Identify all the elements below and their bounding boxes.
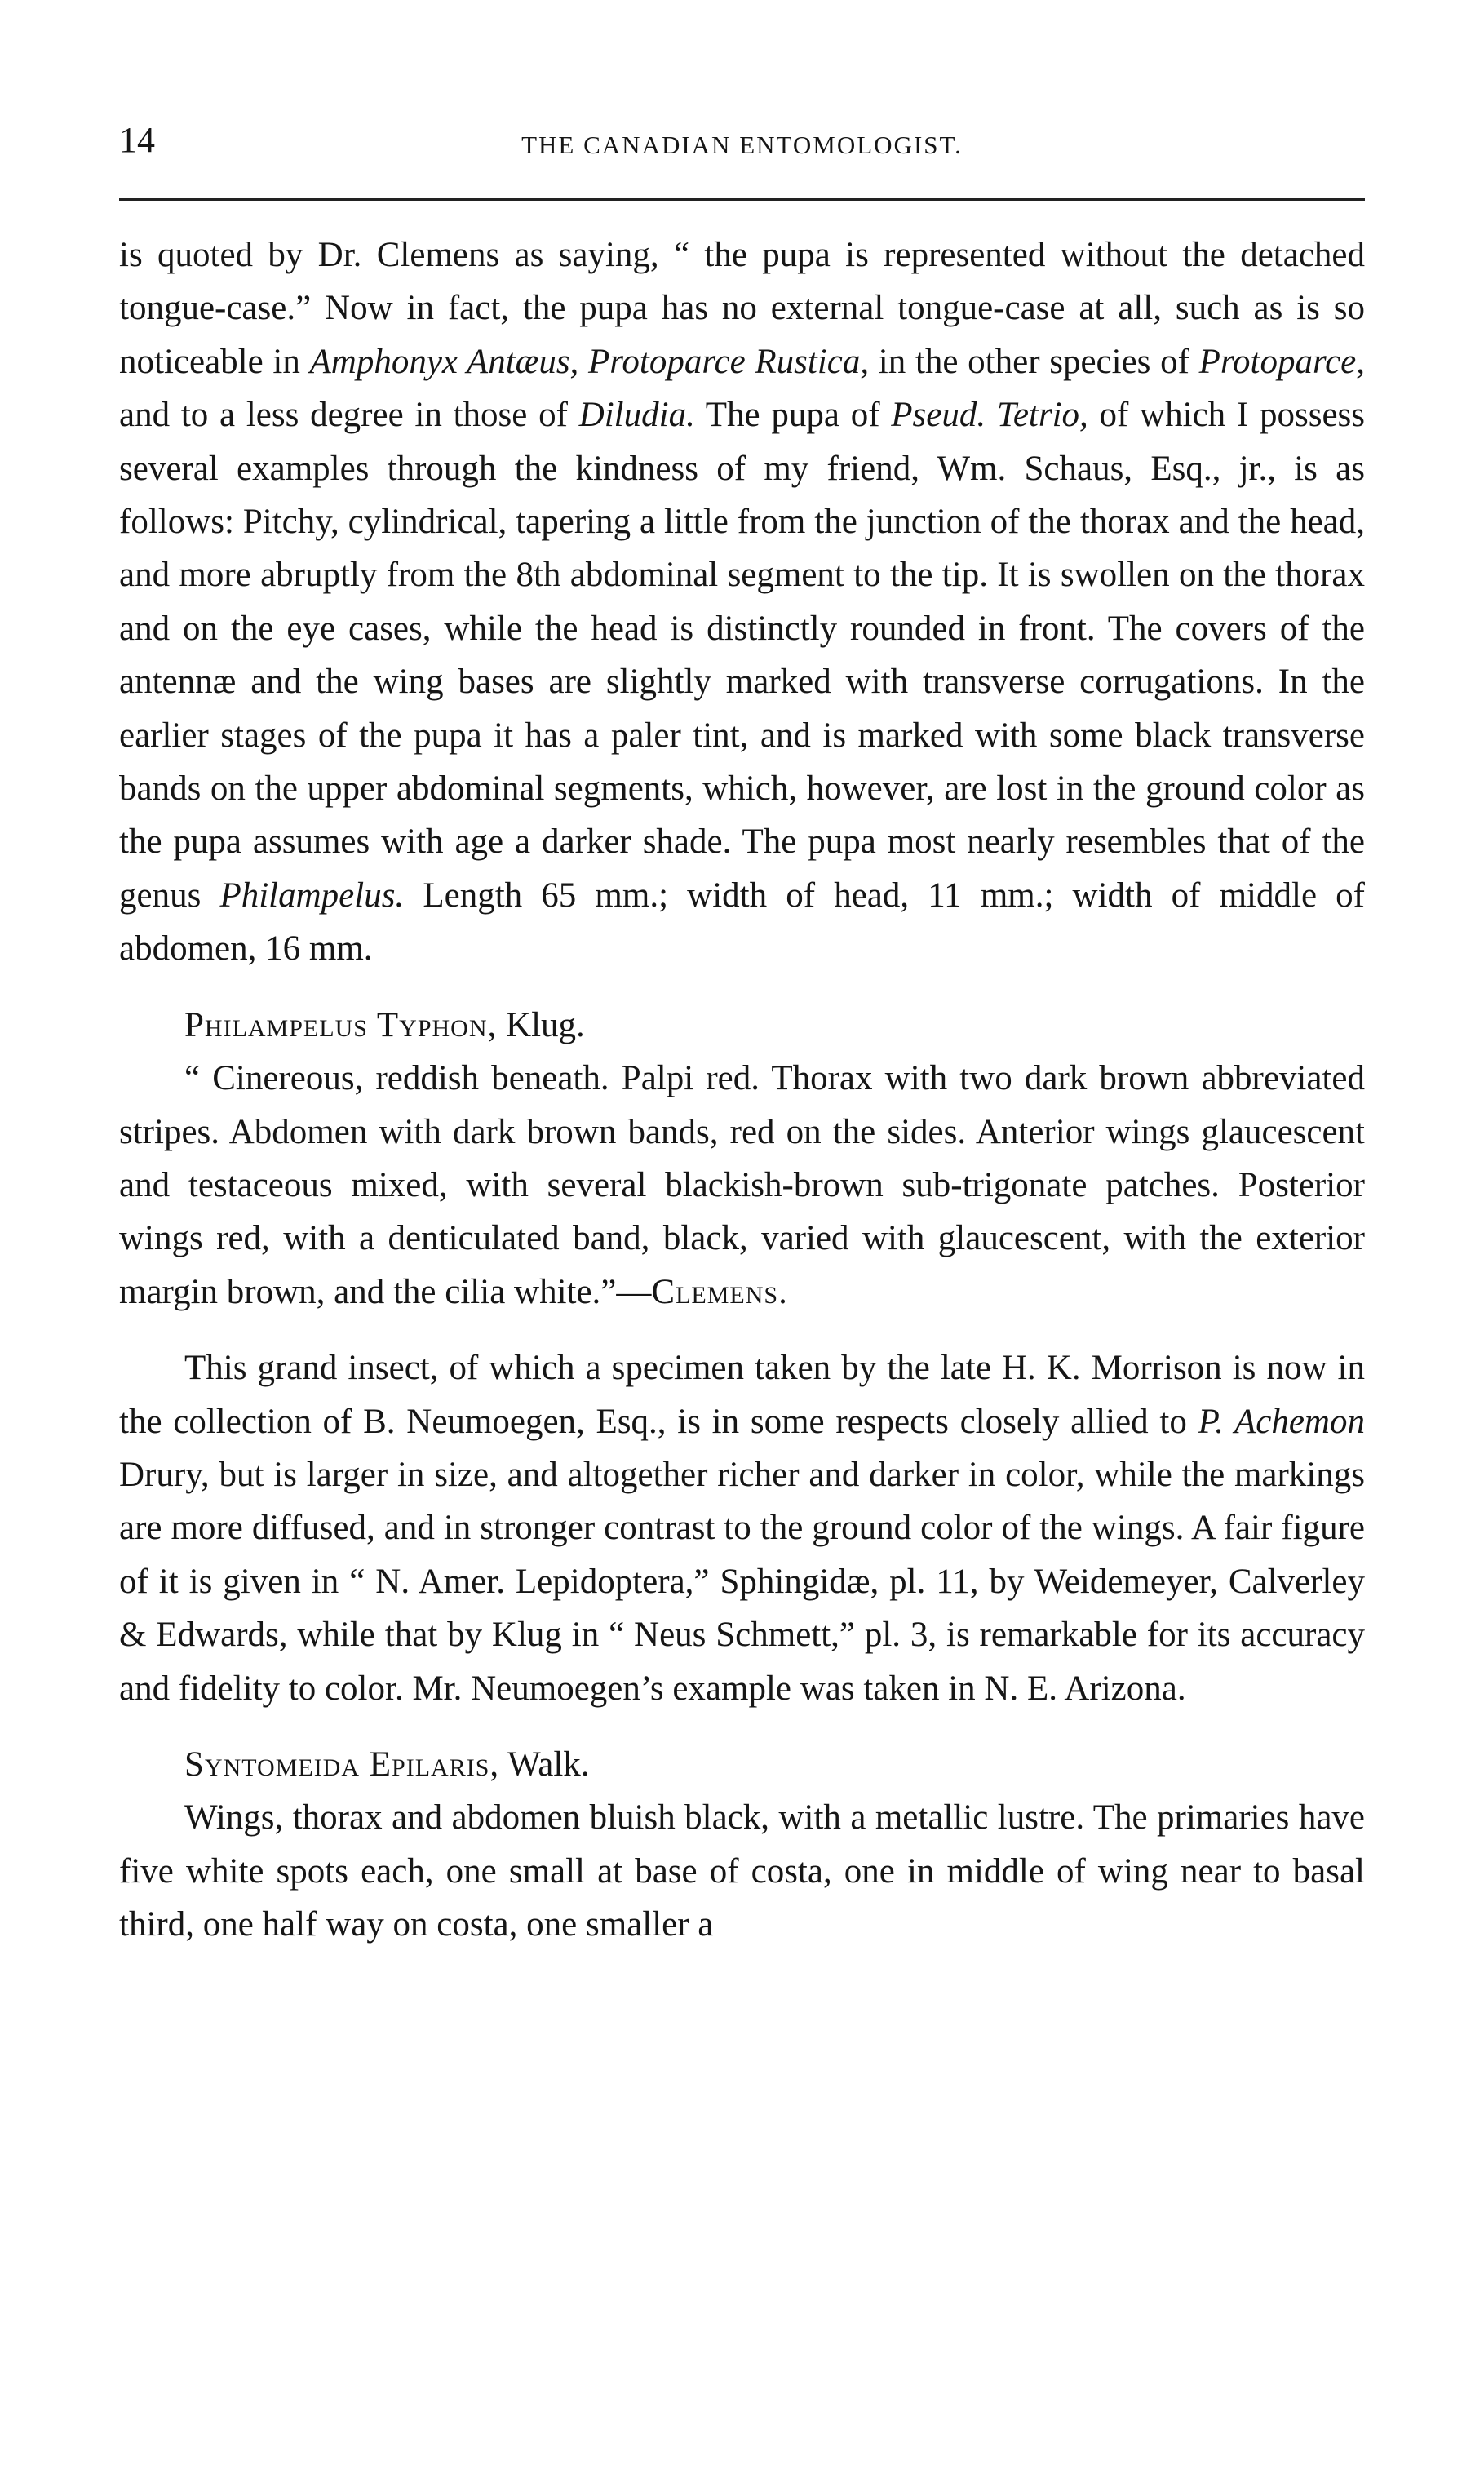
species-heading-syntomeida-epilaris — [119, 1738, 1365, 1791]
taxon-name: Amphonyx Antæus, — [309, 342, 579, 381]
species-author: Walk. — [499, 1745, 590, 1784]
taxon-name: Philampelus. — [219, 876, 405, 915]
species-name: Syntomeida Epilaris, — [184, 1745, 500, 1784]
species-heading-philampelus-typhon — [119, 999, 1365, 1052]
pupa-description-paragraph: is quoted by Dr. Clemens as saying, “ the pupa is represented without the detached tongue-case.” Now in fact, the pupa has no external tongue-case at all, such as is so noticeable in Amphonyx Antæus, Protoparce Rustica, in the other species of Protoparce, and to a less degree in those of Diludia. The pupa of Pseud. Tetrio, of which I possess several examples through the kindness of my friend, Wm. Schaus, Esq., jr., is as follows: Pitchy, cylindrical, tapering a little from the junction of the thorax and the head, and more abruptly from the 8th abdominal segment to the tip. It is swollen on the thorax and on the eye cases, while the head is distinctly rounded in front. The covers of the antennæ and the wing bases are slightly marked with transverse corrugations. In the earlier stages of the pupa it has a paler tint, and is marked with some black transverse bands on the upper abdominal segments, which, however, are lost in the ground color as the pupa assumes with age a darker shade. The pupa most nearly resembles that of the genus Philampelus. Length 65 mm.; width of head, 11 mm.; width of middle of abdomen, 16 mm. — [119, 236, 1366, 969]
epilaris-description-paragraph: Wings, thorax and abdomen bluish black, with a metallic lustre. The primaries have five white spots each, one small at base of costa, one in middle of wing near to basal third, one half way on costa, one smaller a — [119, 1798, 1365, 1944]
species-name: Philampelus Typhon, — [184, 1005, 498, 1044]
page-number: 14 — [119, 120, 155, 160]
taxon-name: Protoparce Rustica, — [588, 342, 870, 381]
typhon-discussion-paragraph: This grand insect, of which a specimen taken by the late H. K. Morrison is now in the collection of B. Neumoegen, Esq., is in some respects closely allied to P. Achemon Drury, but is larger in size, and altogether richer and darker in color, while the markings are more diffused, and in stronger contrast to the ground color of the wings. A fair figure of it is given in “ N. Amer. Lepidoptera,” Sphingidæ, pl. 11, by Weidemeyer, Calverley & Edwards, while that by Klug in “ Neus Schmett,” pl. 3, is remarkable for its accuracy and fidelity to color. Mr. Neumoegen’s example was taken in N. E. Arizona. — [119, 1349, 1365, 1708]
taxon-name: P. Achemon — [1198, 1402, 1365, 1441]
quote-attribution: Clemens. — [651, 1272, 788, 1311]
article-body — [119, 228, 1365, 1952]
taxon-name: Pseud. Tetrio, — [891, 396, 1088, 435]
running-head: THE CANADIAN ENTOMOLOGIST. — [521, 131, 963, 159]
header-rule — [119, 198, 1365, 201]
species-author: Klug. — [497, 1005, 585, 1044]
clemens-quote-paragraph: “ Cinereous, reddish beneath. Palpi red. Thorax with two dark brown abbreviated stripes. Abdomen with dark brown bands, red on the sides. Anterior wings glaucescent and testaceous mixed, with several blackish-brown sub-trigonate patches. Posterior wings red, with a denticulated band, black, varied with glaucescent, with the exterior margin brown, and the cilia white.”—Clemens. — [119, 1059, 1365, 1311]
page-header — [119, 116, 1365, 173]
taxon-name: Diludia. — [578, 396, 695, 435]
taxon-name: Protoparce, — [1198, 342, 1366, 381]
